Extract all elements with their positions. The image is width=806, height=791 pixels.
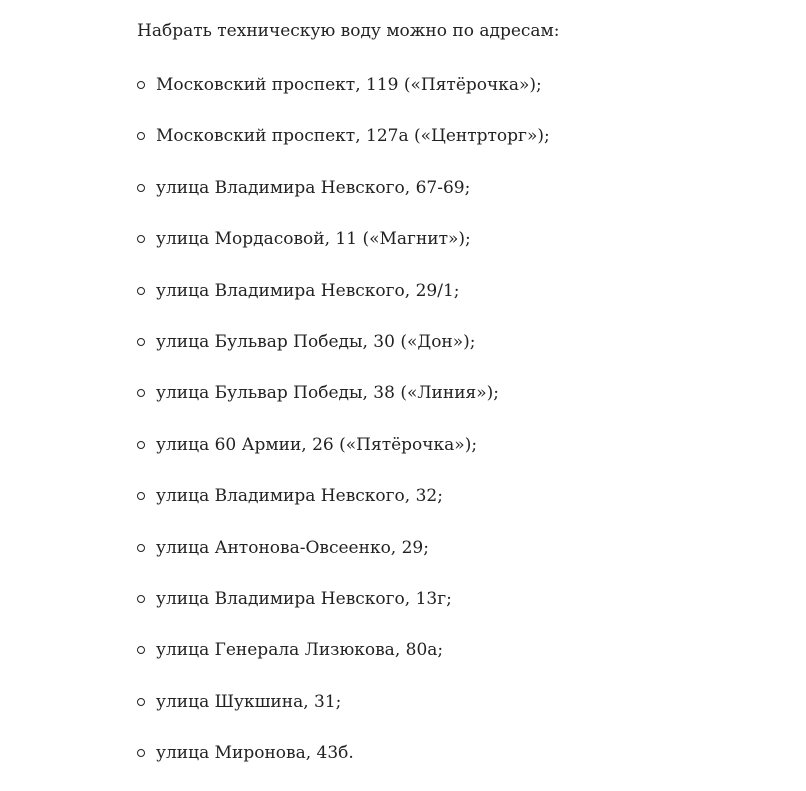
- hollow-circle-bullet-icon: [137, 441, 145, 449]
- list-item: [137, 380, 777, 431]
- hollow-circle-bullet-icon: [137, 646, 145, 654]
- list-item: [137, 72, 777, 123]
- address-text: улица Владимира Невского, 32;: [156, 486, 443, 507]
- hollow-circle-bullet-icon: [137, 338, 145, 346]
- hollow-circle-bullet-icon: [137, 749, 145, 757]
- list-item: [137, 329, 777, 380]
- list-item: [137, 740, 777, 791]
- address-list: [137, 72, 777, 791]
- hollow-circle-bullet-icon: [137, 235, 145, 243]
- list-item: [137, 637, 777, 688]
- list-item: [137, 226, 777, 277]
- address-text: улица Мордасовой, 11 («Магнит»);: [156, 229, 471, 250]
- hollow-circle-bullet-icon: [137, 544, 145, 552]
- list-item: [137, 278, 777, 329]
- address-text: улица Миронова, 43б.: [156, 743, 354, 764]
- list-item: [137, 483, 777, 534]
- list-item: [137, 586, 777, 637]
- address-text: Московский проспект, 127а («Центрторг»);: [156, 126, 550, 147]
- address-text: улица Генерала Лизюкова, 80а;: [156, 640, 444, 661]
- address-text: улица Владимира Невского, 67-69;: [156, 177, 471, 198]
- address-text: улица Бульвар Победы, 38 («Линия»);: [156, 383, 500, 404]
- hollow-circle-bullet-icon: [137, 389, 145, 397]
- list-item: [137, 432, 777, 483]
- hollow-circle-bullet-icon: [137, 81, 145, 89]
- address-text: Московский проспект, 119 («Пятёрочка»);: [156, 75, 542, 95]
- intro-text: Набрать техническую воду можно по адресам:: [137, 21, 560, 41]
- address-text: улица Бульвар Победы, 30 («Дон»);: [156, 331, 476, 352]
- hollow-circle-bullet-icon: [137, 184, 145, 192]
- hollow-circle-bullet-icon: [137, 492, 145, 500]
- list-item: [137, 535, 777, 586]
- address-text: улица Владимира Невского, 13г;: [156, 588, 452, 609]
- address-text: улица Антонова-Овсеенко, 29;: [156, 537, 429, 558]
- hollow-circle-bullet-icon: [137, 132, 145, 140]
- address-text: улица Владимира Невского, 29/1;: [156, 280, 460, 301]
- list-item: [137, 123, 777, 174]
- list-item: [137, 689, 777, 740]
- hollow-circle-bullet-icon: [137, 287, 145, 295]
- hollow-circle-bullet-icon: [137, 698, 145, 706]
- list-item: [137, 175, 777, 226]
- address-text: улица Шукшина, 31;: [156, 691, 342, 712]
- hollow-circle-bullet-icon: [137, 595, 145, 603]
- address-text: улица 60 Армии, 26 («Пятёрочка»);: [156, 434, 478, 455]
